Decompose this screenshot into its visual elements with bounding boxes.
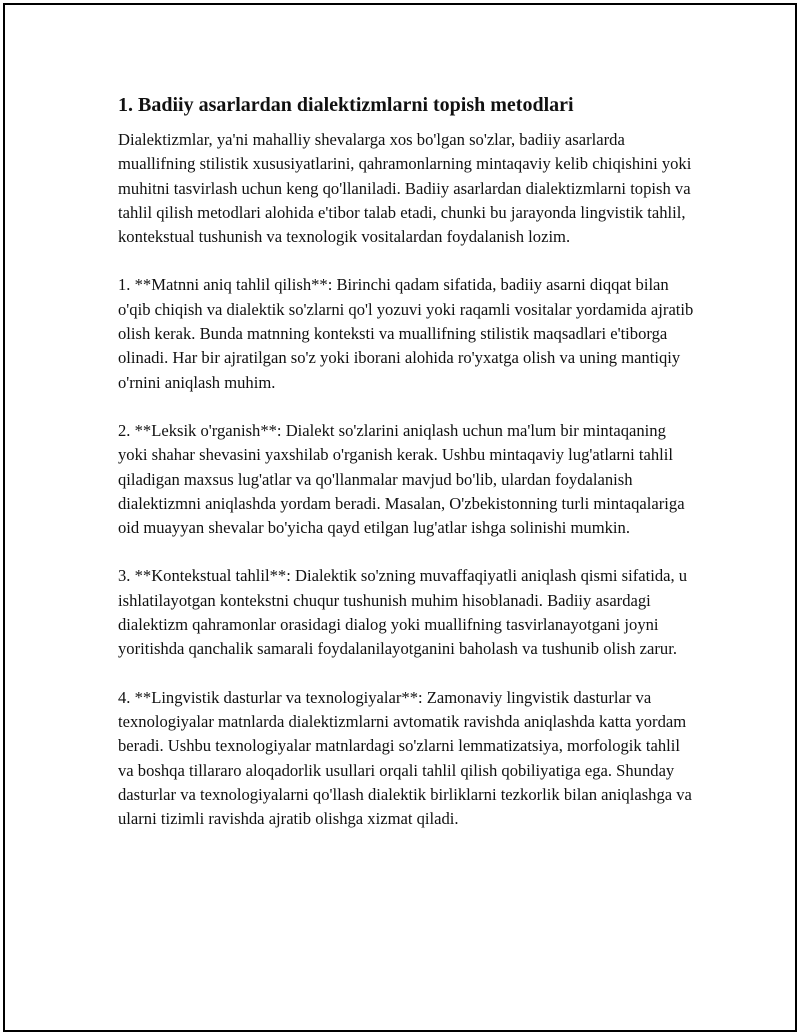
document-body	[118, 92, 698, 855]
section-heading: 1. Badiiy asarlardan dialektizmlarni topish metodlari	[118, 94, 574, 116]
intro-paragraph: Dialektizmlar, ya'ni mahalliy shevalarga xos bo'lgan so'zlar, badiiy asarlarda muallifning stilistik xususiyatlarini, qahramonlarning mintaqaviy kelib chiqishini yoki muhitni tasvirlash uchun keng qo'llaniladi. Badiiy asarlardan dialektizmlarni topish va tahlil qilish metodlari alohida e'tibor talab etadi, chunki bu jarayonda lingvistik tahlil, kontekstual tushunish va texnologik vositalardan foydalanish lozim.	[118, 130, 692, 247]
method-4-paragraph: 4. **Lingvistik dasturlar va texnologiyalar**: Zamonaviy lingvistik dasturlar va texnologiyalar matnlarda dialektizmlarni avtomatik ravishda aniqlashda katta yordam beradi. Ushbu texnologiyalar matnlardagi so'zlarni lemmatizatsiya, morfologik tahlil va boshqa tillararo aloqadorlik usullari orqali tahlil qilish qobiliyatiga ega. Shunday dasturlar va texnologiyalarni qo'llash dialektik birliklarni tezkorlik bilan aniqlashga va ularni tizimli ravishda ajratib olishga xizmat qiladi.	[118, 687, 692, 829]
method-1-paragraph: 1. **Matnni aniq tahlil qilish**: Birinchi qadam sifatida, badiiy asarni diqqat bilan o'qib chiqish va dialektik so'zlarni qo'l yozuvi yoki raqamli vositalar yordamida ajratib olish kerak. Bunda matnning konteksti va muallifning stilistik maqsadlari e'tiborga olinadi. Har bir ajratilgan so'z yoki iborani alohida ro'yxatga olish va uning mantiqiy o'rnini aniqlash muhim.	[118, 275, 694, 392]
method-3-paragraph: 3. **Kontekstual tahlil**: Dialektik so'zning muvaffaqiyatli aniqlash qismi sifatida, u ishlatilayotgan kontekstni chuqur tushunish muhim hisoblanadi. Badiiy asardagi dialektizm qahramonlar orasidagi dialog yoki muallifning tasvirlanayotgani joyni yoritishda qanchalik samarali foydalanilayotganini baholash va tushunib olish zarur.	[118, 566, 688, 659]
method-2-paragraph: 2. **Leksik o'rganish**: Dialekt so'zlarini aniqlash uchun ma'lum bir mintaqaning yoki shahar shevasini yaxshilab o'rganish kerak. Ushbu mintaqaviy lug'atlarni tahlil qiladigan maxsus lug'atlar va qo'llanmalar mavjud bo'lib, ulardan foydalanish dialektizmni aniqlashda yordam beradi. Masalan, O'zbekistonning turli mintaqalariga oid muayyan shevalar bo'yicha qayd etilgan lug'atlar ishga solinishi mumkin.	[118, 420, 685, 538]
